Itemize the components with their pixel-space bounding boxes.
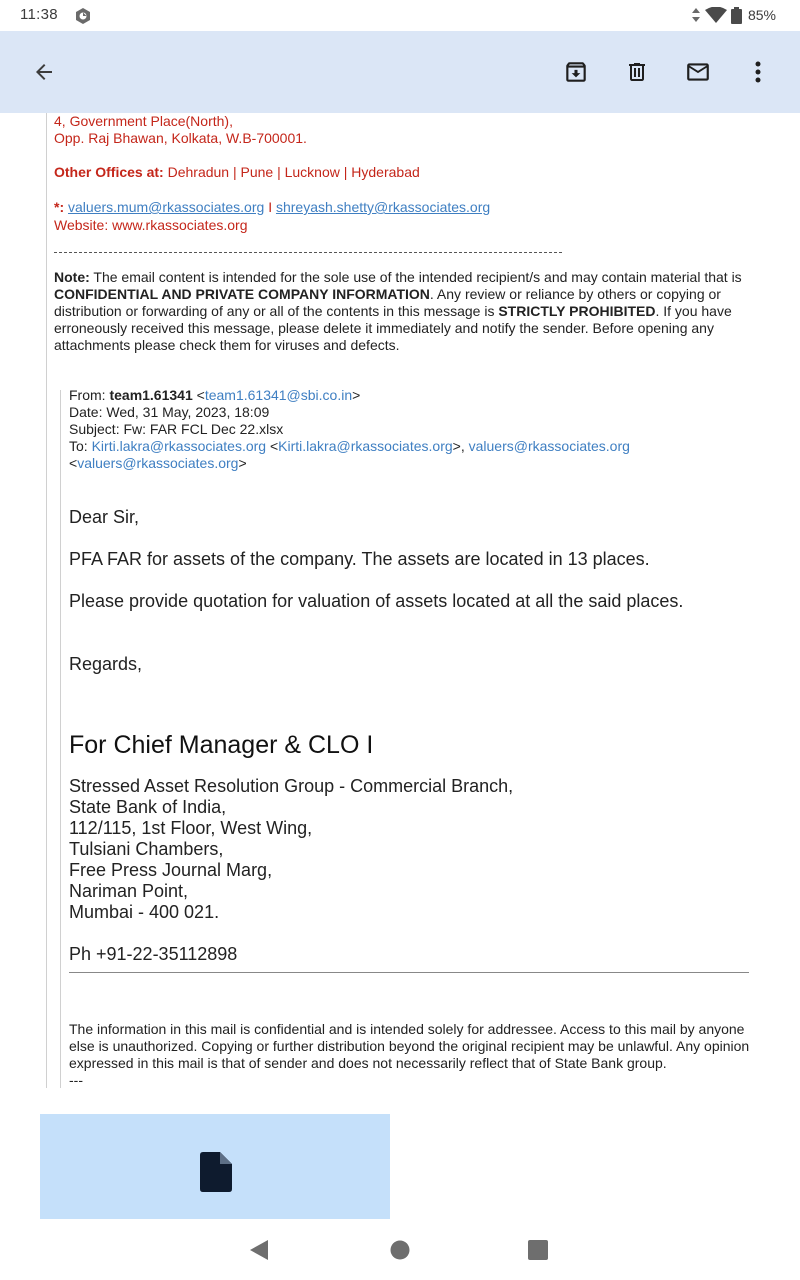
signature-address-line1: 4, Government Place(North), <box>54 113 233 129</box>
note-label: Note: <box>54 269 90 285</box>
sender-address <box>69 776 513 923</box>
quote-rule-inner <box>60 390 61 1088</box>
status-indicators <box>691 5 776 25</box>
more-options-button[interactable] <box>734 31 782 113</box>
regards: Regards, <box>69 654 143 674</box>
system-nav-bar <box>0 1219 800 1280</box>
more-vert-icon <box>754 60 762 84</box>
nav-back-icon[interactable] <box>248 1239 272 1261</box>
mail-icon <box>684 59 712 85</box>
separator-dashes <box>54 252 562 254</box>
greeting: Dear Sir, <box>69 507 140 527</box>
from-email-link[interactable]: team1.61341@sbi.co.in <box>204 387 353 403</box>
other-offices-label: Other Offices at: <box>54 164 164 180</box>
signature-emails <box>54 199 490 216</box>
email-marker: *: <box>54 199 65 215</box>
from-label: From: <box>69 387 110 403</box>
phone-number: Ph +91-22-35112898 <box>69 944 238 964</box>
address-line: Nariman Point, <box>69 881 189 901</box>
trash-icon <box>625 59 649 85</box>
disclaimer <box>69 1021 769 1089</box>
address-line: Stressed Asset Resolution Group - Commercial Branch, <box>69 776 514 796</box>
body-line-1: PFA FAR for assets of the company. The assets are located in 13 places. <box>69 549 650 569</box>
note-bold-2: STRICTLY PROHIBITED <box>498 303 656 319</box>
other-offices <box>54 164 420 181</box>
forwarded-date: Date: Wed, 31 May, 2023, 18:09 <box>69 404 270 420</box>
battery-icon <box>731 7 742 24</box>
note-text-1: The email content is intended for the sole use of the intended recipient/s and may contain material that is <box>89 269 742 285</box>
forwarded-to: To: Kirti.lakra@rkassociates.org <Kirti.lakra@rkassociates.org>, valuers@rkassociates.org <box>69 438 630 454</box>
disclaimer-text: The information in this mail is confidential and is intended solely for addressee. Access to this mail by anyone else is unauthorized. Copying or further distribution beyond the original recipient may be unlawful. Any opinion expressed in this mail is that of sender and does not necessarily reflect that of State Bank group. <box>69 1021 750 1071</box>
forwarded-from: From: team1.61341 <team1.61341@sbi.co.in> <box>69 387 361 403</box>
status-bar <box>0 0 800 31</box>
trailing-dashes: --- <box>69 1072 83 1088</box>
signature-website[interactable]: Website: www.rkassociates.org <box>54 217 248 233</box>
address-line: Mumbai - 400 021. <box>69 902 220 922</box>
forwarded-subject: Subject: Fw: FAR FCL Dec 22.xlsx <box>69 421 284 437</box>
address-line: Free Press Journal Marg, <box>69 860 273 880</box>
archive-button[interactable] <box>552 31 600 113</box>
note-paragraph <box>54 269 764 354</box>
signature-address-line2: Opp. Raj Bhawan, Kolkata, W.B-700001. <box>54 130 307 146</box>
sender-title: For Chief Manager & CLO I <box>69 731 374 759</box>
arrow-back-icon <box>32 60 56 84</box>
battery-percent: 85% <box>747 7 776 23</box>
body-line-2: Please provide quotation for valuation of assets located at all the said places. <box>69 591 684 611</box>
archive-icon <box>563 59 589 85</box>
to-email-link-valuers-angle[interactable]: valuers@rkassociates.org <box>77 455 239 471</box>
from-name: team1.61341 <box>109 387 193 403</box>
to-label: To: <box>69 438 92 454</box>
nav-home-icon[interactable] <box>388 1239 412 1261</box>
email-separator: I <box>268 199 273 215</box>
quote-rule-outer <box>46 113 47 1088</box>
mark-unread-button[interactable] <box>674 31 722 113</box>
to-email-link-valuers[interactable]: valuers@rkassociates.org <box>468 438 630 454</box>
status-time: 11:38 <box>20 6 58 23</box>
back-button[interactable] <box>20 31 68 113</box>
address-line: 112/115, 1st Floor, West Wing, <box>69 818 313 838</box>
to-email-link-kirti-angle[interactable]: Kirti.lakra@rkassociates.org <box>278 438 453 454</box>
address-line: State Bank of India, <box>69 797 227 817</box>
note-text-2: . Any review or reliance by others or copying or distribution or forwarding of any or all of the contents in this message is <box>54 286 721 319</box>
to-email-link-kirti[interactable]: Kirti.lakra@rkassociates.org <box>91 438 267 454</box>
email-link-shreyash[interactable]: shreyash.shetty@rkassociates.org <box>275 199 491 215</box>
address-line: Tulsiani Chambers, <box>69 839 224 859</box>
email-link-valuers-mum[interactable]: valuers.mum@rkassociates.org <box>68 199 265 215</box>
attachment-card[interactable] <box>40 1114 390 1219</box>
note-text-3: . If you have erroneously received this message, please delete it immediately and notify the sender. Before opening any attachments please check them for viruses and defects. <box>54 303 732 353</box>
note-bold-1: CONFIDENTIAL AND PRIVATE COMPANY INFORMATION <box>54 286 430 302</box>
forwarded-to-cont: <valuers@rkassociates.org> <box>69 455 247 471</box>
file-icon <box>200 1152 232 1192</box>
app-notification-icon <box>74 7 92 25</box>
nav-recents-icon[interactable] <box>526 1239 550 1261</box>
email-toolbar <box>0 31 800 113</box>
data-arrows-icon <box>691 7 701 23</box>
horizontal-rule <box>69 972 749 973</box>
other-offices-list: Dehradun | Pune | Lucknow | Hyderabad <box>163 164 420 180</box>
delete-button[interactable] <box>613 31 661 113</box>
wifi-icon <box>705 7 727 23</box>
